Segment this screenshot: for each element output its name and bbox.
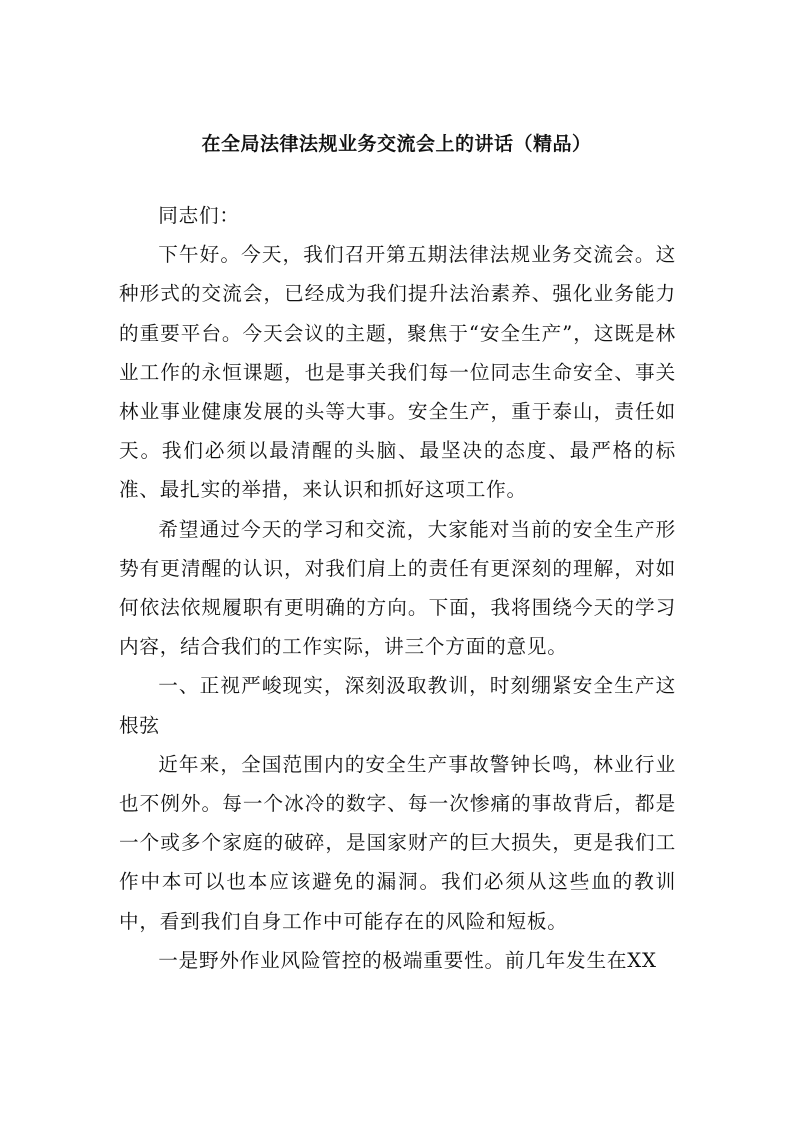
paragraph-2: 希望通过今天的学习和交流，大家能对当前的安全生产形势有更清醒的认识，对我们肩上的责任有更深刻的理解，对如何依法依规履职有更明确的方向。下面，我将围绕今天的学习内容，结合我们的工作实际，讲三个方面的意见。 (119, 517, 676, 659)
section-heading-1: 一、正视严峻现实，深刻汲取教训，时刻绷紧安全生产这根弦 (119, 674, 676, 737)
paragraph-4: 一是野外作业风险管控的极端重要性。前几年发生在XX (158, 948, 657, 972)
paragraph-1: 下午好。今天，我们召开第五期法律法规业务交流会。这种形式的交流会，已经成为我们提升法治素养、强化业务能力的重要平台。今天会议的主题，聚焦于“安全生产”，这既是林业工作的永恒课题，也是事关我们每一位同志生命安全、事关林业事业健康发展的头等大事。安全生产，重于泰山，责任如天。我们必须以最清醒的头脑、最坚决的态度、最严格的标准、最扎实的举措，来认识和抓好这项工作。 (119, 243, 676, 502)
document-body (119, 196, 676, 980)
document-title: 在全局法律法规业务交流会上的讲话（精品） (201, 133, 592, 155)
salutation: 同志们： (158, 204, 240, 227)
paragraph-3: 近年来，全国范围内的安全生产事故警钟长鸣，林业行业也不例外。每一个冰冷的数字、每一次惨痛的事故背后，都是一个或多个家庭的破碎，是国家财产的巨大损失，更是我们工作中本可以也本应该避免的漏洞。我们必须从这些血的教训中，看到我们自身工作中可能存在的风险和短板。 (119, 752, 676, 933)
